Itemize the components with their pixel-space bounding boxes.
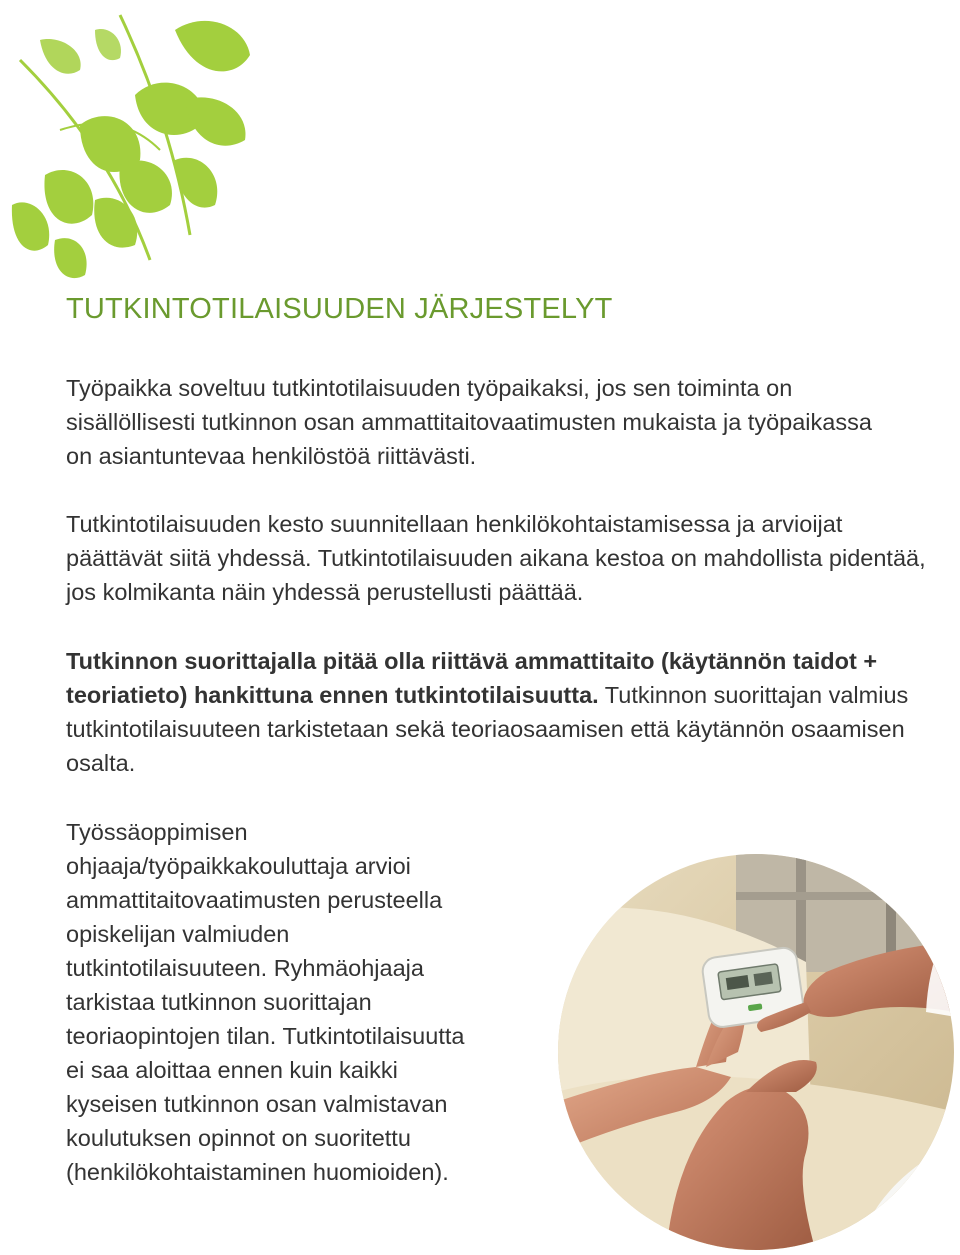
paragraph-workplace: Työpaikka soveltuu tutkintotilaisuuden työpaikaksi, jos sen toiminta on sisällöllisesti tutkinnon osan ammattitaitovaatimusten mukaista ja työpaikassa on asiantuntevaa henkilöstöä riittävästi. [66, 375, 872, 469]
paragraph-readiness-bold: Tutkinnon suorittajalla pitää olla riittävä ammattitaito (käytännön taidot + teoriatieto) hankittuna ennen tutkintotilaisuutta. [66, 648, 878, 708]
paragraph-supervisor: Työssäoppimisen ohjaaja/työpaikkakouluttaja arvioi ammattitaitovaatimusten perusteella opiskelijan valmiuden tutkintotilaisuuteen. Ryhmäohjaaja tarkistaa tutkinnon suorittajan teoriaopintojen tilan. Tutkintotilaisuutta ei saa aloittaa ennen kuin kaikki kyseisen tutkinnon osan valmistavan koulutuksen opinnot on suoritettu (henkilökohtaistaminen huomioiden). [66, 819, 465, 1185]
glucose-meter-photo [556, 852, 956, 1252]
paragraph-duration: Tutkintotilaisuuden kesto suunnitellaan henkilökohtaistamisessa ja arvioijat päättävät siitä yhdessä. Tutkintotilaisuuden aikana kestoa on mahdollista pidentää, jos kolmikanta näin yhdessä perustellusti päättää. [66, 511, 926, 605]
page-title: TUTKINTOTILAISUUDEN JÄRJESTELYT [66, 293, 613, 325]
paragraph-readiness [66, 644, 946, 780]
paragraph-readiness-rest: Tutkinnon suorittajan valmius tutkintotilaisuuteen tarkistetaan sekä teoriaosaamisen että käytännön osaamisen osalta. [66, 682, 909, 776]
decorative-leaves-icon [0, 0, 300, 290]
